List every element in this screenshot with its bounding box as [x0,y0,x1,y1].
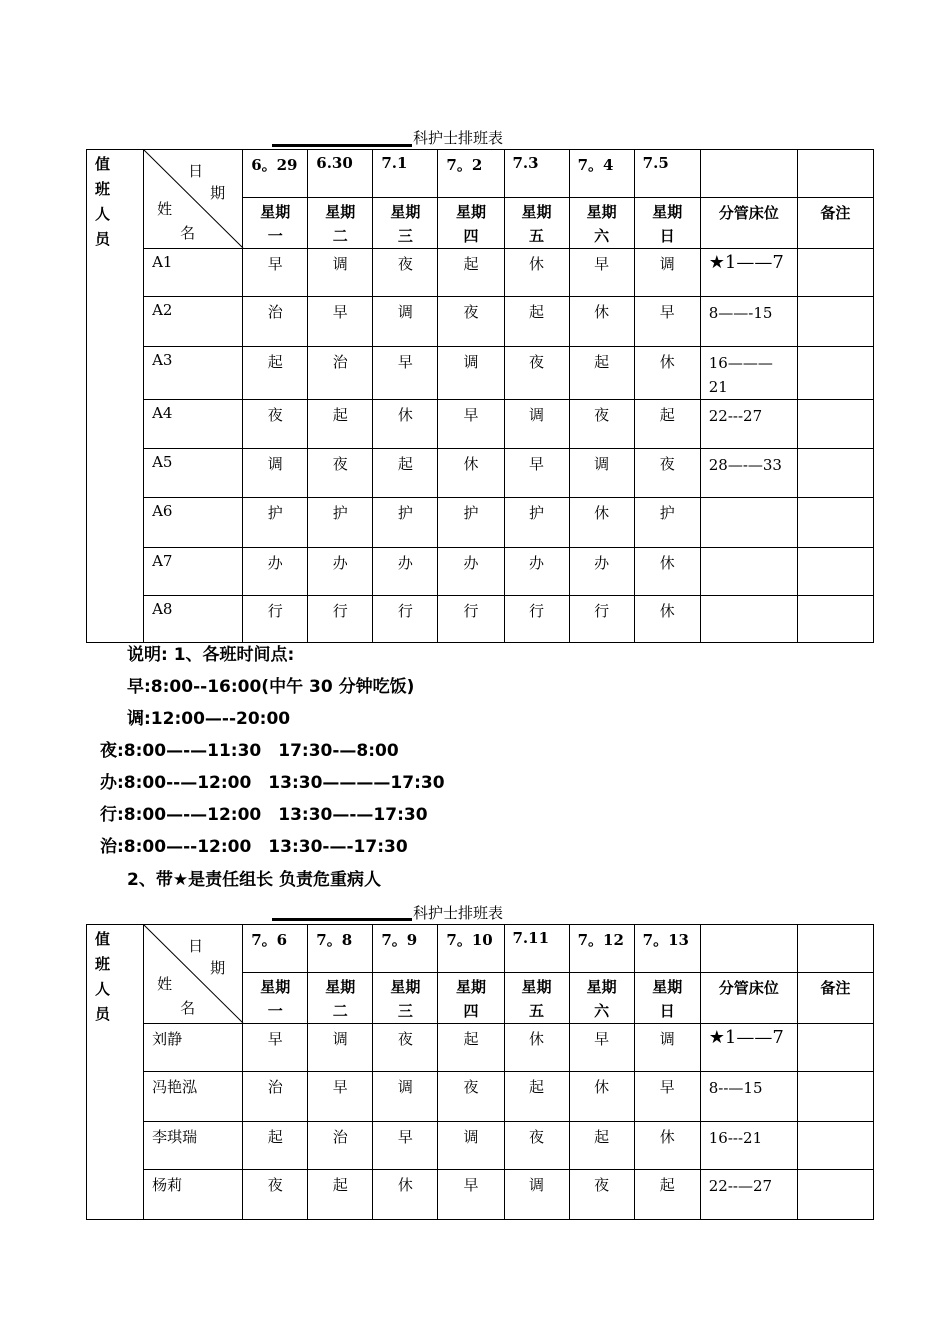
shift-cell: 治 [243,297,308,347]
remark-header: 备注 [797,973,873,1024]
shift-cell: 护 [308,498,373,548]
shift-cell: 起 [243,347,308,400]
shift-cell: 护 [373,498,438,548]
shift-cell: 早 [373,347,438,400]
shift-cell: 起 [504,297,569,347]
shift-cell: 早 [438,400,504,449]
note-line: 2、带★是责任组长 负责危重病人 [127,870,381,890]
table-row [87,498,874,548]
date-header: 6。29 [243,150,308,198]
shift-cell: 夜 [438,297,504,347]
remark-cell [797,1024,873,1072]
shift-cell: 休 [569,498,634,548]
shift-cell: 夜 [634,449,700,498]
shift-cell: 办 [308,548,373,596]
empty-header [700,150,797,198]
shift-cell: 早 [243,249,308,297]
shift-cell: 夜 [438,1072,504,1122]
shift-cell: 早 [634,297,700,347]
bed-range: 16---21 [700,1122,797,1170]
shift-cell: 行 [373,596,438,643]
weekday-header: 星期 日 [634,973,700,1024]
table-row [87,297,874,347]
shift-cell: 治 [308,347,373,400]
bed-header: 分管床位 [700,973,797,1024]
shift-cell: 休 [634,1122,700,1170]
page-title: 科护士排班表 [413,129,504,147]
nurse-name: A5 [144,449,243,498]
table-row [87,400,874,449]
shift-cell: 休 [504,1024,569,1072]
bed-range [700,596,797,643]
weekday-header: 星期 五 [504,973,569,1024]
shift-cell: 办 [243,548,308,596]
table-row [87,249,874,297]
remark-cell [797,249,873,297]
shift-cell: 早 [569,1024,634,1072]
empty-header [700,925,797,973]
shift-cell: 起 [308,400,373,449]
weekday-header: 星期 二 [308,973,373,1024]
nurse-name: A4 [144,400,243,449]
bed-range: ★1——7 [700,249,797,297]
shift-cell: 护 [504,498,569,548]
shift-cell: 办 [373,548,438,596]
weekday-header: 星期 三 [373,198,438,249]
note-line: 办:8:00--—12:00 13:30————17:30 [100,773,445,793]
weekday-header: 星期 四 [438,973,504,1024]
remark-cell [797,548,873,596]
shift-cell: 夜 [569,1170,634,1220]
bed-range: 8——-15 [700,297,797,347]
date-header: 7。10 [438,925,504,973]
bed-range: 22--—27 [700,1170,797,1220]
title-underline [272,144,412,147]
shift-cell: 行 [504,596,569,643]
title-underline [272,918,412,921]
shift-cell: 护 [634,498,700,548]
shift-cell: 调 [373,297,438,347]
duty-staff-label: 值 班 人 员 [87,925,144,1220]
shift-cell: 夜 [308,449,373,498]
date-header: 7.1 [373,150,438,198]
shift-cell: 办 [438,548,504,596]
note-line: 早:8:00--16:00(中午 30 分钟吃饭) [127,677,415,697]
shift-cell: 休 [373,1170,438,1220]
shift-cell: 起 [569,347,634,400]
shift-cell: 起 [634,400,700,449]
bed-range [700,498,797,548]
nurse-name: A8 [144,596,243,643]
shift-cell: 休 [504,249,569,297]
shift-cell: 起 [373,449,438,498]
table-row [87,1072,874,1122]
date-header: 7.3 [504,150,569,198]
shift-cell: 休 [438,449,504,498]
corner-header: 日 期 姓 名 [144,925,243,1024]
shift-cell: 办 [569,548,634,596]
shift-cell: 休 [634,596,700,643]
date-header: 7。12 [569,925,634,973]
note-line: 调:12:00—--20:00 [127,709,291,729]
weekday-header: 星期 六 [569,198,634,249]
bed-range: 16———21 [700,347,797,400]
table-row [87,1024,874,1072]
shift-cell: 休 [569,1072,634,1122]
shift-cell: 休 [569,297,634,347]
date-header: 7。8 [308,925,373,973]
nurse-name: 杨莉 [144,1170,243,1220]
shift-cell: 治 [308,1122,373,1170]
shift-cell: 起 [438,1024,504,1072]
remark-cell [797,347,873,400]
remark-cell [797,400,873,449]
shift-cell: 行 [308,596,373,643]
remark-cell [797,596,873,643]
remark-cell [797,1170,873,1220]
shift-cell: 护 [438,498,504,548]
notes-heading: 说明: 1、各班时间点: [127,645,295,665]
shift-cell: 行 [569,596,634,643]
shift-cell: 调 [308,1024,373,1072]
remark-cell [797,1122,873,1170]
remark-cell [797,1072,873,1122]
table-row [87,449,874,498]
nurse-name: A6 [144,498,243,548]
shift-cell: 行 [438,596,504,643]
date-header: 7.5 [634,150,700,198]
shift-cell: 休 [634,548,700,596]
date-header: 7。2 [438,150,504,198]
shift-cell: 调 [504,400,569,449]
shift-cell: 早 [504,449,569,498]
nurse-name: 冯艳泓 [144,1072,243,1122]
bed-range: 22---27 [700,400,797,449]
shift-cell: 夜 [373,1024,438,1072]
table-row [87,548,874,596]
shift-cell: 调 [373,1072,438,1122]
shift-cell: 起 [569,1122,634,1170]
remark-cell [797,449,873,498]
bed-header: 分管床位 [700,198,797,249]
nurse-name: 李琪瑞 [144,1122,243,1170]
shift-cell: 早 [373,1122,438,1170]
note-line: 治:8:00—--12:00 13:30-—-17:30 [100,837,408,857]
shift-cell: 调 [634,1024,700,1072]
shift-cell: 行 [243,596,308,643]
remark-header: 备注 [797,198,873,249]
corner-header: 日 期 姓 名 [144,150,243,249]
shift-cell: 起 [243,1122,308,1170]
remark-cell [797,498,873,548]
weekday-header: 星期 五 [504,198,569,249]
date-header: 6.30 [308,150,373,198]
table-row [87,347,874,400]
shift-cell: 调 [504,1170,569,1220]
note-line: 夜:8:00—-—11:30 17:30-—8:00 [100,741,399,761]
date-header: 7.11 [504,925,569,973]
shift-cell: 起 [634,1170,700,1220]
weekday-header: 星期 三 [373,973,438,1024]
shift-cell: 护 [243,498,308,548]
shift-cell: 夜 [373,249,438,297]
nurse-name: A3 [144,347,243,400]
shift-cell: 夜 [504,1122,569,1170]
bed-range: 8--—15 [700,1072,797,1122]
weekday-header: 星期 一 [243,198,308,249]
shift-cell: 起 [438,249,504,297]
table-row [87,596,874,643]
date-header: 7。13 [634,925,700,973]
shift-cell: 夜 [243,400,308,449]
shift-cell: 早 [438,1170,504,1220]
empty-header [797,925,873,973]
shift-cell: 调 [308,249,373,297]
shift-cell: 夜 [569,400,634,449]
shift-cell: 早 [308,1072,373,1122]
empty-header [797,150,873,198]
bed-range: ★1——7 [700,1024,797,1072]
table-row [87,1170,874,1220]
shift-cell: 办 [504,548,569,596]
date-header: 7。9 [373,925,438,973]
weekday-header: 星期 四 [438,198,504,249]
note-line: 行:8:00—-—12:00 13:30—-—17:30 [100,805,428,825]
shift-cell: 休 [373,400,438,449]
page-title: 科护士排班表 [413,904,504,922]
nurse-name: A2 [144,297,243,347]
shift-cell: 早 [308,297,373,347]
shift-cell: 早 [569,249,634,297]
remark-cell [797,297,873,347]
shift-cell: 早 [243,1024,308,1072]
shift-cell: 夜 [243,1170,308,1220]
shift-cell: 调 [634,249,700,297]
shift-cell: 调 [438,347,504,400]
shift-cell: 起 [504,1072,569,1122]
bed-range [700,548,797,596]
nurse-name: 刘静 [144,1024,243,1072]
nurse-name: A7 [144,548,243,596]
date-header: 7。6 [243,925,308,973]
table-row [87,1122,874,1170]
bed-range: 28—-—33 [700,449,797,498]
schedule-table-1 [86,149,874,643]
shift-cell: 休 [634,347,700,400]
schedule-table-2 [86,924,874,1220]
nurse-name: A1 [144,249,243,297]
date-header: 7。4 [569,150,634,198]
shift-cell: 调 [438,1122,504,1170]
duty-staff-label: 值 班 人 员 [87,150,144,643]
weekday-header: 星期 日 [634,198,700,249]
shift-cell: 早 [634,1072,700,1122]
weekday-header: 星期 一 [243,973,308,1024]
weekday-header: 星期 六 [569,973,634,1024]
shift-cell: 夜 [504,347,569,400]
shift-cell: 调 [243,449,308,498]
shift-cell: 治 [243,1072,308,1122]
shift-cell: 调 [569,449,634,498]
shift-cell: 起 [308,1170,373,1220]
weekday-header: 星期 二 [308,198,373,249]
